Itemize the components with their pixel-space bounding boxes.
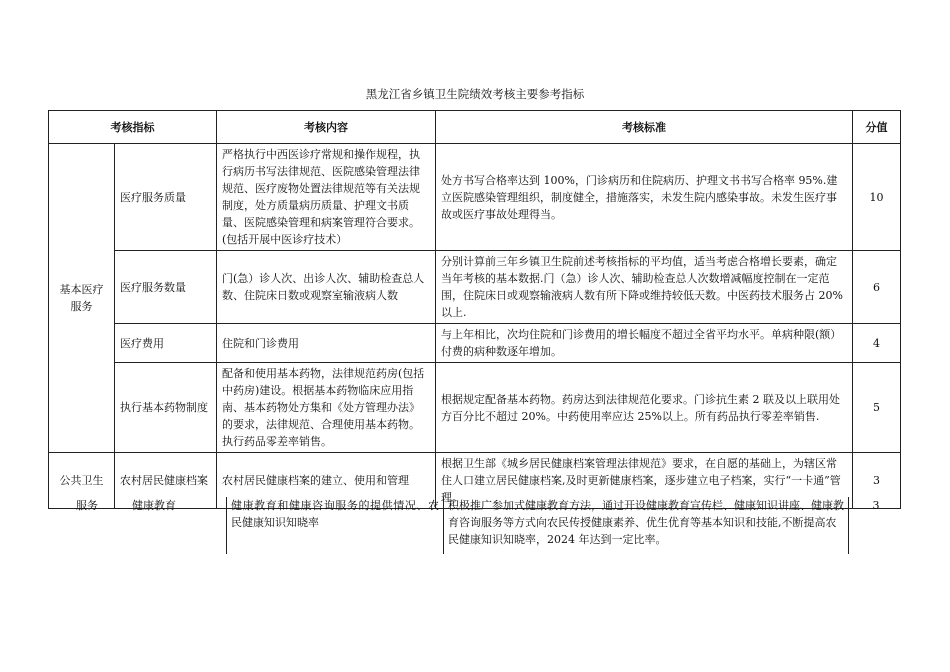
category-cell: 公共卫生 bbox=[49, 453, 115, 509]
indicator-table bbox=[48, 110, 901, 509]
table-row bbox=[49, 363, 901, 453]
content-cell: 住院和门诊费用 bbox=[217, 324, 436, 363]
standard-cell: 根据规定配备基本药物。药房达到法律规范化要求。门诊抗生素 2 联及以上联用处方百分比不超过 20%。中药使用率应达 25%以上。所有药品执行零差率销售. bbox=[436, 363, 853, 453]
score-cell: 6 bbox=[853, 251, 901, 324]
category-cell: 服务 bbox=[76, 499, 98, 512]
sub-indicator-cell: 医疗费用 bbox=[115, 324, 217, 363]
header-score: 分值 bbox=[853, 111, 901, 144]
sub-indicator-cell: 健康教育 bbox=[132, 499, 176, 512]
category-cell bbox=[49, 144, 115, 453]
header-standard: 考核标准 bbox=[436, 111, 853, 144]
category-label: 基本医疗 服务 bbox=[59, 283, 104, 313]
sub-indicator-cell: 农村居民健康档案 bbox=[115, 453, 217, 509]
table-row bbox=[49, 324, 901, 363]
table-header-row bbox=[49, 111, 901, 144]
standard-cell: 根据卫生部《城乡居民健康档案管理法律规范》要求，在自愿的基础上，为辖区常住人口建立居民健康档案,及时更新健康档案，逐步建立电子档案，实行“一卡通”管理。 bbox=[436, 453, 853, 509]
sub-indicator-cell: 执行基本药物制度 bbox=[115, 363, 217, 453]
score-cell: 4 bbox=[853, 324, 901, 363]
content-cell: 农村居民健康档案的建立、使用和管理 bbox=[217, 453, 436, 509]
header-content: 考核内容 bbox=[217, 111, 436, 144]
header-indicator: 考核指标 bbox=[49, 111, 217, 144]
standard-cell: 处方书写合格率达到 100%，门诊病历和住院病历、护理文书书写合格率 95%.建立医院感染管理组织，制度健全，措施落实，未发生院内感染事故。未发生医疗事故或医疗事故处理得当。 bbox=[436, 144, 853, 251]
sub-indicator-cell: 医疗服务数量 bbox=[115, 251, 217, 324]
score-cell: 3 bbox=[853, 453, 901, 509]
score-cell: 10 bbox=[853, 144, 901, 251]
standard-cell: 与上年相比，次均住院和门诊费用的增长幅度不超过全省平均水平。单病种限(额）付费的病种数逐年增加。 bbox=[436, 324, 853, 363]
standard-cell: 分别计算前三年乡镇卫生院前述考核指标的平均值，适当考虑合格增长要素，确定当年考核的基本数据.门（急）诊人次、辅助检查总人次数增减幅度控制在一定范围，住院床日或观察输液病人数有所下降或维持较低天数。中医药技术服务占 20%以上. bbox=[436, 251, 853, 324]
content-cell: 门(急）诊人次、出诊人次、辅助检查总人数、住院床日数或观察室输液病人数 bbox=[217, 251, 436, 324]
score-cell: 3 bbox=[872, 499, 880, 512]
table-row bbox=[49, 251, 901, 324]
page-title: 黑龙江省乡镇卫生院绩效考核主要参考指标 bbox=[365, 87, 585, 101]
content-cell: 严格执行中西医诊疗常规和操作规程，执行病历书写法律规范、医院感染管理法律规范、医疗废物处置法律规范等有关法规制度，处方质量病历质量、护理文书质量、医院感染管理和病案管理符合要求。(包括开展中医诊疗技术） bbox=[217, 144, 436, 251]
score-cell: 5 bbox=[853, 363, 901, 453]
content-cell: 健康教育和健康咨询服务的提供情况、农民健康知识知晓率 bbox=[226, 497, 444, 554]
standard-cell: 积极推广参加式健康教育方法，通过开设健康教育宣传栏、健康知识讲座、健康教育咨询服务等方式向农民传授健康素养、优生优育等基本知识和技能,不断提高农民健康知识知晓率，2024 年达到一定比率。 bbox=[444, 497, 849, 554]
sub-indicator-cell: 医疗服务质量 bbox=[115, 144, 217, 251]
content-cell: 配备和使用基本药物，法律规范药房(包括中药房)建设。根据基本药物临床应用指南、基本药物处方集和《处方管理办法》的要求，法律规范、合理使用基本药物。执行药品零差率销售。 bbox=[217, 363, 436, 453]
table-row bbox=[49, 144, 901, 251]
